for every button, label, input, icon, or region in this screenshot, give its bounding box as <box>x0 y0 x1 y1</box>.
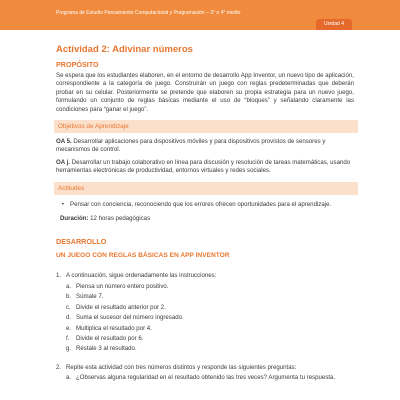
step-item <box>56 271 354 281</box>
step-item <box>56 363 354 373</box>
substep-item <box>56 344 354 354</box>
oa-text: Desarrollar aplicaciones para dispositivos móviles y para dispositivos provistos de sensores y mecanismos de control. <box>56 138 326 154</box>
substep-item <box>56 313 354 323</box>
actitud-text: Pensar con conciencia, reconociendo que los errores ofrecen oportunidades para el aprendizaje. <box>70 200 332 208</box>
substep-text: Réstale 3 al resultado. <box>76 345 137 353</box>
proposito-text: Se espera que los estudiantes elaboren, en el entorno de desarrollo App Inventor, un nuevo tipo de aplicación, correspondiente a la categoría de juego. Construirán un juego con reglas predeterminadas que deberán probar en su celular. Posteriormente se pretende que elaboren su propia estrategia para un nuevo juego, formulando un conjunto de reglas básicas mediante el uso de “bloques” y señalando claramente las condiciones para “ganar el juego”. <box>56 72 354 113</box>
substep-letter: e. <box>66 324 72 332</box>
document-body <box>56 44 354 384</box>
substep-letter: g. <box>66 345 72 353</box>
substep-letter: d. <box>66 314 72 322</box>
duracion-value: 12 horas pedagógicas <box>88 215 151 223</box>
actitud-item <box>56 201 354 209</box>
header-title: Programa de Estudio Pensamiento Computacional y Programación – 3° o 4° medio <box>56 10 241 16</box>
substep-item <box>56 282 354 292</box>
oa-text: Desarrollar un trabajo colaborativo en línea para discusión y resolución de tareas matemáticas, usando herramientas electrónicas de productividad, entornos virtuales y redes sociales. <box>56 158 351 175</box>
substep-text: ¿Observas alguna regularidad en el resultado obtenido las tres veces? Argumenta tu respuesta. <box>76 374 336 382</box>
header-bar <box>0 0 400 30</box>
oa-code: OA 5. <box>56 138 72 146</box>
substep-letter: a. <box>66 374 72 382</box>
step-text: A continuación, sigue ordenadamente las instrucciones: <box>66 272 217 280</box>
activity-title: Actividad 2: Adivinar números <box>56 44 193 55</box>
substep-letter: f. <box>66 334 70 342</box>
steps-list <box>56 271 354 383</box>
oa-code: OA j. <box>56 158 70 166</box>
step-number: 1. <box>56 272 62 280</box>
substep-item <box>56 292 354 302</box>
desarrollo-heading: DESARROLLO <box>56 237 107 247</box>
substep-item <box>56 373 354 383</box>
duracion <box>56 215 354 223</box>
actitudes-header: Actitudes <box>54 182 358 195</box>
substep-item <box>56 303 354 313</box>
objetivos-header: Objetivos de Aprendizaje <box>54 120 358 133</box>
substep-text: Multiplica el resultado por 4. <box>76 324 152 332</box>
step-number: 2. <box>56 363 62 371</box>
substep-text: Suma el sucesor del número ingresado. <box>76 314 184 322</box>
step-text: Repite esta actividad con tres números distintos y responde las siguientes preguntas: <box>66 363 297 371</box>
desarrollo-subheading: UN JUEGO CON REGLAS BÁSICAS EN APP INVENTOR <box>56 252 230 260</box>
substep-text: Divide el resultado por 6. <box>76 334 144 342</box>
oa-item <box>56 138 354 155</box>
substep-text: Piensa un número entero positivo. <box>76 282 169 290</box>
substep-item <box>56 334 354 344</box>
oa-item <box>56 159 354 176</box>
substep-letter: c. <box>66 303 71 311</box>
substep-item <box>56 324 354 334</box>
substep-letter: a. <box>66 282 72 290</box>
unit-badge: Unidad 4 <box>316 19 352 30</box>
substep-text: Súmale 7. <box>76 293 104 301</box>
proposito-heading: PROPÓSITO <box>56 60 99 69</box>
duracion-label: Duración: <box>60 215 89 223</box>
substep-text: Divide el resultado anterior por 2. <box>76 303 166 311</box>
substep-letter: b. <box>66 293 72 301</box>
bullet-icon: • <box>61 200 65 208</box>
